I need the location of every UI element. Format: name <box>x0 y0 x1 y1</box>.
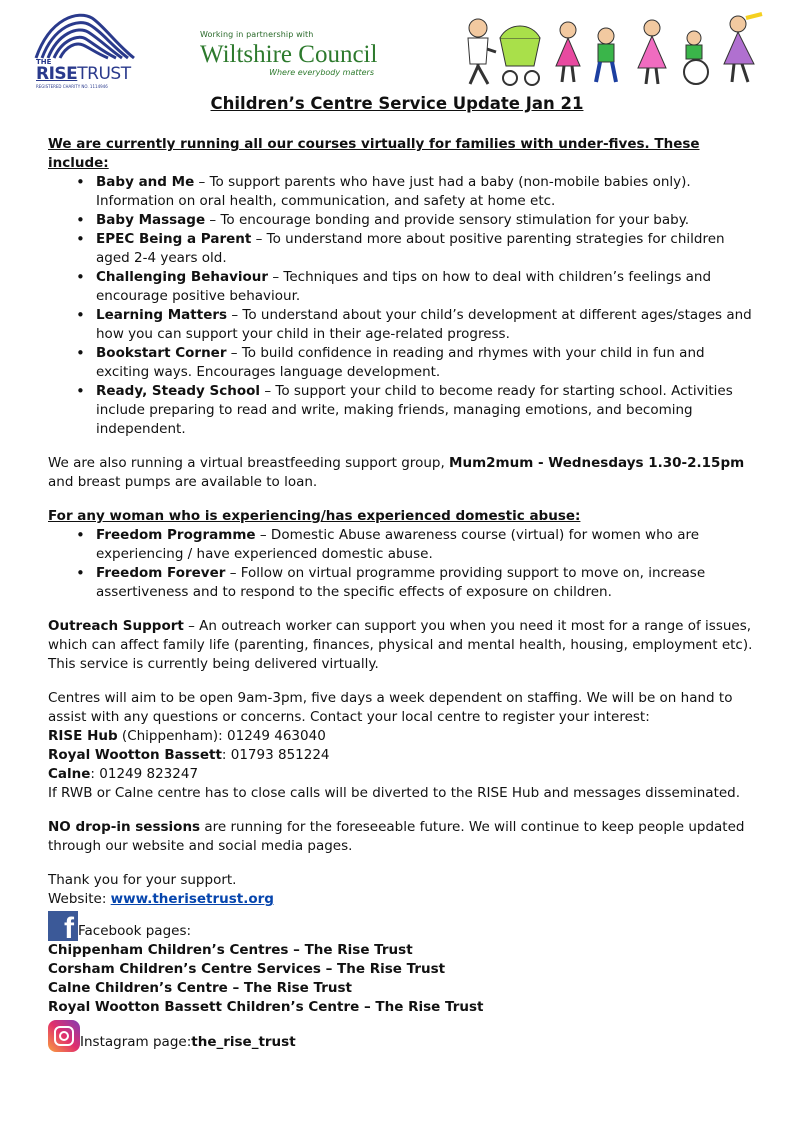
logo-the: THE <box>36 58 52 66</box>
item-name: Learning Matters <box>96 307 228 323</box>
item-desc: – To understand more about positive parenting strategies for children aged 2-4 years old. <box>96 231 725 266</box>
logo-trust: TRUST <box>77 64 131 84</box>
contact-row <box>48 727 760 746</box>
website-label: Website: <box>48 891 111 907</box>
children-illustration <box>448 8 768 90</box>
partner-text: Working in partnership with <box>200 30 314 39</box>
item-name: Baby and Me <box>96 174 195 190</box>
instagram-row <box>48 1020 760 1052</box>
facebook-page[interactable]: Royal Wootton Bassett Children’s Centre – The Rise Trust <box>48 999 484 1015</box>
domestic-list <box>48 526 760 602</box>
domestic-heading: For any woman who is experiencing/has experienced domestic abuse: <box>48 508 581 524</box>
council-name: Wiltshire Council <box>200 41 378 68</box>
item-desc: – To encourage bonding and provide sensory stimulation for your baby. <box>205 212 690 228</box>
facebook-page[interactable]: Chippenham Children’s Centres – The Rise Trust <box>48 942 413 958</box>
item-desc: – To build confidence in reading and rhymes with your child in fun and exciting ways. Encourages language development. <box>96 345 705 380</box>
dropin-paragraph <box>48 818 760 856</box>
item-desc: – To support your child to become ready for starting school. Activities include preparing to read and write, making friends, managing emotions, and becoming independent. <box>96 383 733 437</box>
list-item <box>96 382 760 439</box>
mum2mum-label: Mum2mum - Wednesdays 1.30-2.15pm <box>449 455 745 471</box>
outreach-label: Outreach Support <box>48 618 184 634</box>
facebook-row <box>48 911 760 945</box>
contact-detail: (Chippenham): 01249 463040 <box>117 728 326 744</box>
item-name: Baby Massage <box>96 212 206 228</box>
dropin-text: are running for the foreseeable future. We will continue to keep people updated through our website and social media pages. <box>48 819 745 854</box>
item-desc: – To support parents who have just had a baby (non-mobile babies only). Information on oral health, communication, and safety at home etc. <box>96 174 691 209</box>
item-name: EPEC Being a Parent <box>96 231 252 247</box>
website-link[interactable]: www.therisetrust.org <box>110 891 274 907</box>
divert-note: If RWB or Calne centre has to close calls will be diverted to the RISE Hub and messages disseminated. <box>48 785 741 801</box>
item-desc: – Techniques and tips on how to deal with children’s feelings and encourage positive behaviour. <box>96 269 712 304</box>
outreach-paragraph <box>48 617 760 674</box>
logo-name <box>36 64 131 84</box>
dropin-label: NO drop-in sessions <box>48 819 201 835</box>
item-name: Bookstart Corner <box>96 345 227 361</box>
instagram-icon[interactable] <box>48 1020 80 1052</box>
breastfeeding-post: and breast pumps are available to loan. <box>48 474 318 490</box>
instagram-handle[interactable]: the_rise_trust <box>191 1034 296 1050</box>
wiltshire-council-logo <box>200 30 390 92</box>
facebook-page[interactable]: Corsham Children’s Centre Services – The Rise Trust <box>48 961 446 977</box>
contact-detail: : 01793 851224 <box>221 747 330 763</box>
logo-charity-number: REGISTERED CHARITY NO. 1114946 <box>36 84 108 89</box>
header <box>0 0 794 92</box>
centres-intro: Centres will aim to be open 9am-3pm, five days a week dependent on staffing. We will be on hand to assist with any questions or concerns. Contact your local centre to register your interest: <box>48 690 733 725</box>
children-illustration-graphic <box>448 8 768 90</box>
contact-row <box>48 765 760 784</box>
rise-trust-logo <box>30 8 138 90</box>
list-item <box>96 564 760 602</box>
outreach-text: – An outreach worker can support you when you need it most for a range of issues, which can affect family life (parenting, finances, physical and mental health, housing, employment etc). This service is currently being delivered virtually. <box>48 618 753 672</box>
item-desc: – To understand about your child’s development at different ages/stages and how you can support your child in their age-related progress. <box>96 307 752 342</box>
contact-row <box>48 746 760 765</box>
contact-detail: : 01249 823247 <box>90 766 199 782</box>
contact-name: Calne <box>48 766 91 782</box>
council-motto: Where everybody matters <box>269 68 374 77</box>
item-desc: – Domestic Abuse awareness course (virtual) for women who are experiencing / have experienced domestic abuse. <box>96 527 700 562</box>
item-name: Freedom Programme <box>96 527 256 543</box>
item-name: Ready, Steady School <box>96 383 261 399</box>
list-item <box>96 211 760 230</box>
main-content <box>48 135 760 1052</box>
contact-name: Royal Wootton Bassett <box>48 747 222 763</box>
website-row <box>48 890 760 909</box>
item-desc: – Follow on virtual programme providing support to move on, increase assertiveness and to respond to the specific effects of exposure on children. <box>96 565 706 600</box>
breastfeeding-pre: We are also running a virtual breastfeeding support group, <box>48 455 450 471</box>
list-item <box>96 173 760 211</box>
facebook-label: Facebook pages: <box>78 923 192 939</box>
list-item <box>96 230 760 268</box>
breastfeeding-paragraph <box>48 454 760 492</box>
list-item <box>96 306 760 344</box>
item-name: Challenging Behaviour <box>96 269 269 285</box>
list-item <box>96 344 760 382</box>
page-title: Children’s Centre Service Update Jan 21 <box>210 94 584 113</box>
instagram-label: Instagram page: <box>80 1034 192 1050</box>
list-item <box>96 268 760 306</box>
logo-rise: RISE <box>36 64 78 84</box>
item-name: Freedom Forever <box>96 565 226 581</box>
list-item <box>96 526 760 564</box>
facebook-icon[interactable]: f <box>48 911 78 941</box>
facebook-page[interactable]: Calne Children’s Centre – The Rise Trust <box>48 980 353 996</box>
thanks-text: Thank you for your support. <box>48 872 237 888</box>
contact-name: RISE Hub <box>48 728 118 744</box>
courses-list <box>48 173 760 439</box>
courses-heading: We are currently running all our courses virtually for families with under-fives. These include: <box>48 136 700 171</box>
